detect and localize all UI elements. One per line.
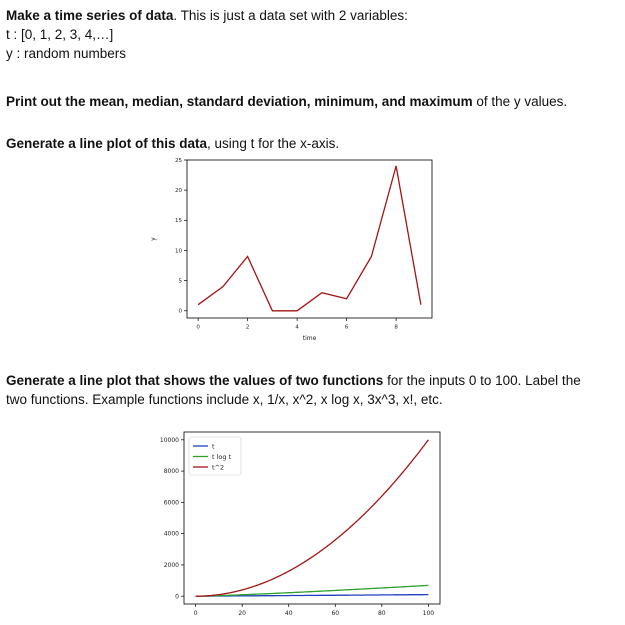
legend-label-tlogt: t log t xyxy=(212,453,232,461)
functions-y-tick-label: 2000 xyxy=(163,562,179,570)
functions-y-tick-label: 4000 xyxy=(163,530,179,538)
task-line-plot-title: Generate a line plot of this data xyxy=(6,136,208,151)
functions-y-tick-label: 8000 xyxy=(163,468,179,476)
task-time-series-desc: . This is just a data set with 2 variables: xyxy=(173,8,408,23)
time-series-x-tick-label: 6 xyxy=(344,324,349,331)
t-definition: t : [0, 1, 2, 3, 4,…] xyxy=(6,27,114,42)
functions-x-tick-label: 40 xyxy=(284,610,293,617)
y-axis-label: y xyxy=(150,237,157,241)
functions-y-tick-label: 10000 xyxy=(159,436,179,444)
task-statistics-desc: of the y values. xyxy=(472,94,568,109)
time-series-y-tick-label: 15 xyxy=(175,218,182,225)
time-series-x-tick-label: 2 xyxy=(245,324,250,331)
task-time-series-title: Make a time series of data xyxy=(6,8,174,23)
time-series-x-tick-label: 0 xyxy=(196,324,200,331)
time-series-x-tick-label: 4 xyxy=(295,324,299,331)
functions-y-tick-label: 6000 xyxy=(163,499,179,507)
functions-x-tick-label: 20 xyxy=(238,610,247,617)
task-two-functions-title: Generate a line plot that shows the values of two functions xyxy=(6,373,384,388)
functions-x-tick-label: 80 xyxy=(377,610,386,617)
legend-label-t2: t^2 xyxy=(212,463,225,472)
time-series-y-tick-label: 5 xyxy=(178,278,182,285)
functions-x-tick-label: 60 xyxy=(331,610,340,617)
x-axis-label: time xyxy=(302,335,317,342)
task-two-functions-desc: for the inputs 0 to 100. Label the xyxy=(383,373,581,388)
time-series-y-tick-label: 25 xyxy=(175,157,182,164)
task-statistics-title: Print out the mean, median, standard deviation, minimum, and maximum xyxy=(6,94,473,109)
time-series-y-tick-label: 0 xyxy=(178,308,182,315)
task-line-plot-desc: , using t for the x-axis. xyxy=(207,136,340,151)
time-series-y-tick-label: 20 xyxy=(175,188,182,195)
task-two-functions-line2: two functions. Example functions include x, 1/x, x^2, x log x, 3x^3, x!, etc. xyxy=(6,392,443,407)
functions-x-tick-label: 0 xyxy=(193,610,198,617)
legend-label-t: t xyxy=(212,442,215,451)
functions-x-tick-label: 100 xyxy=(422,610,435,617)
functions-y-tick-label: 0 xyxy=(175,593,179,601)
time-series-y-tick-label: 10 xyxy=(175,248,182,255)
time-series-x-tick-label: 8 xyxy=(394,324,398,331)
y-definition: y : random numbers xyxy=(6,46,127,61)
